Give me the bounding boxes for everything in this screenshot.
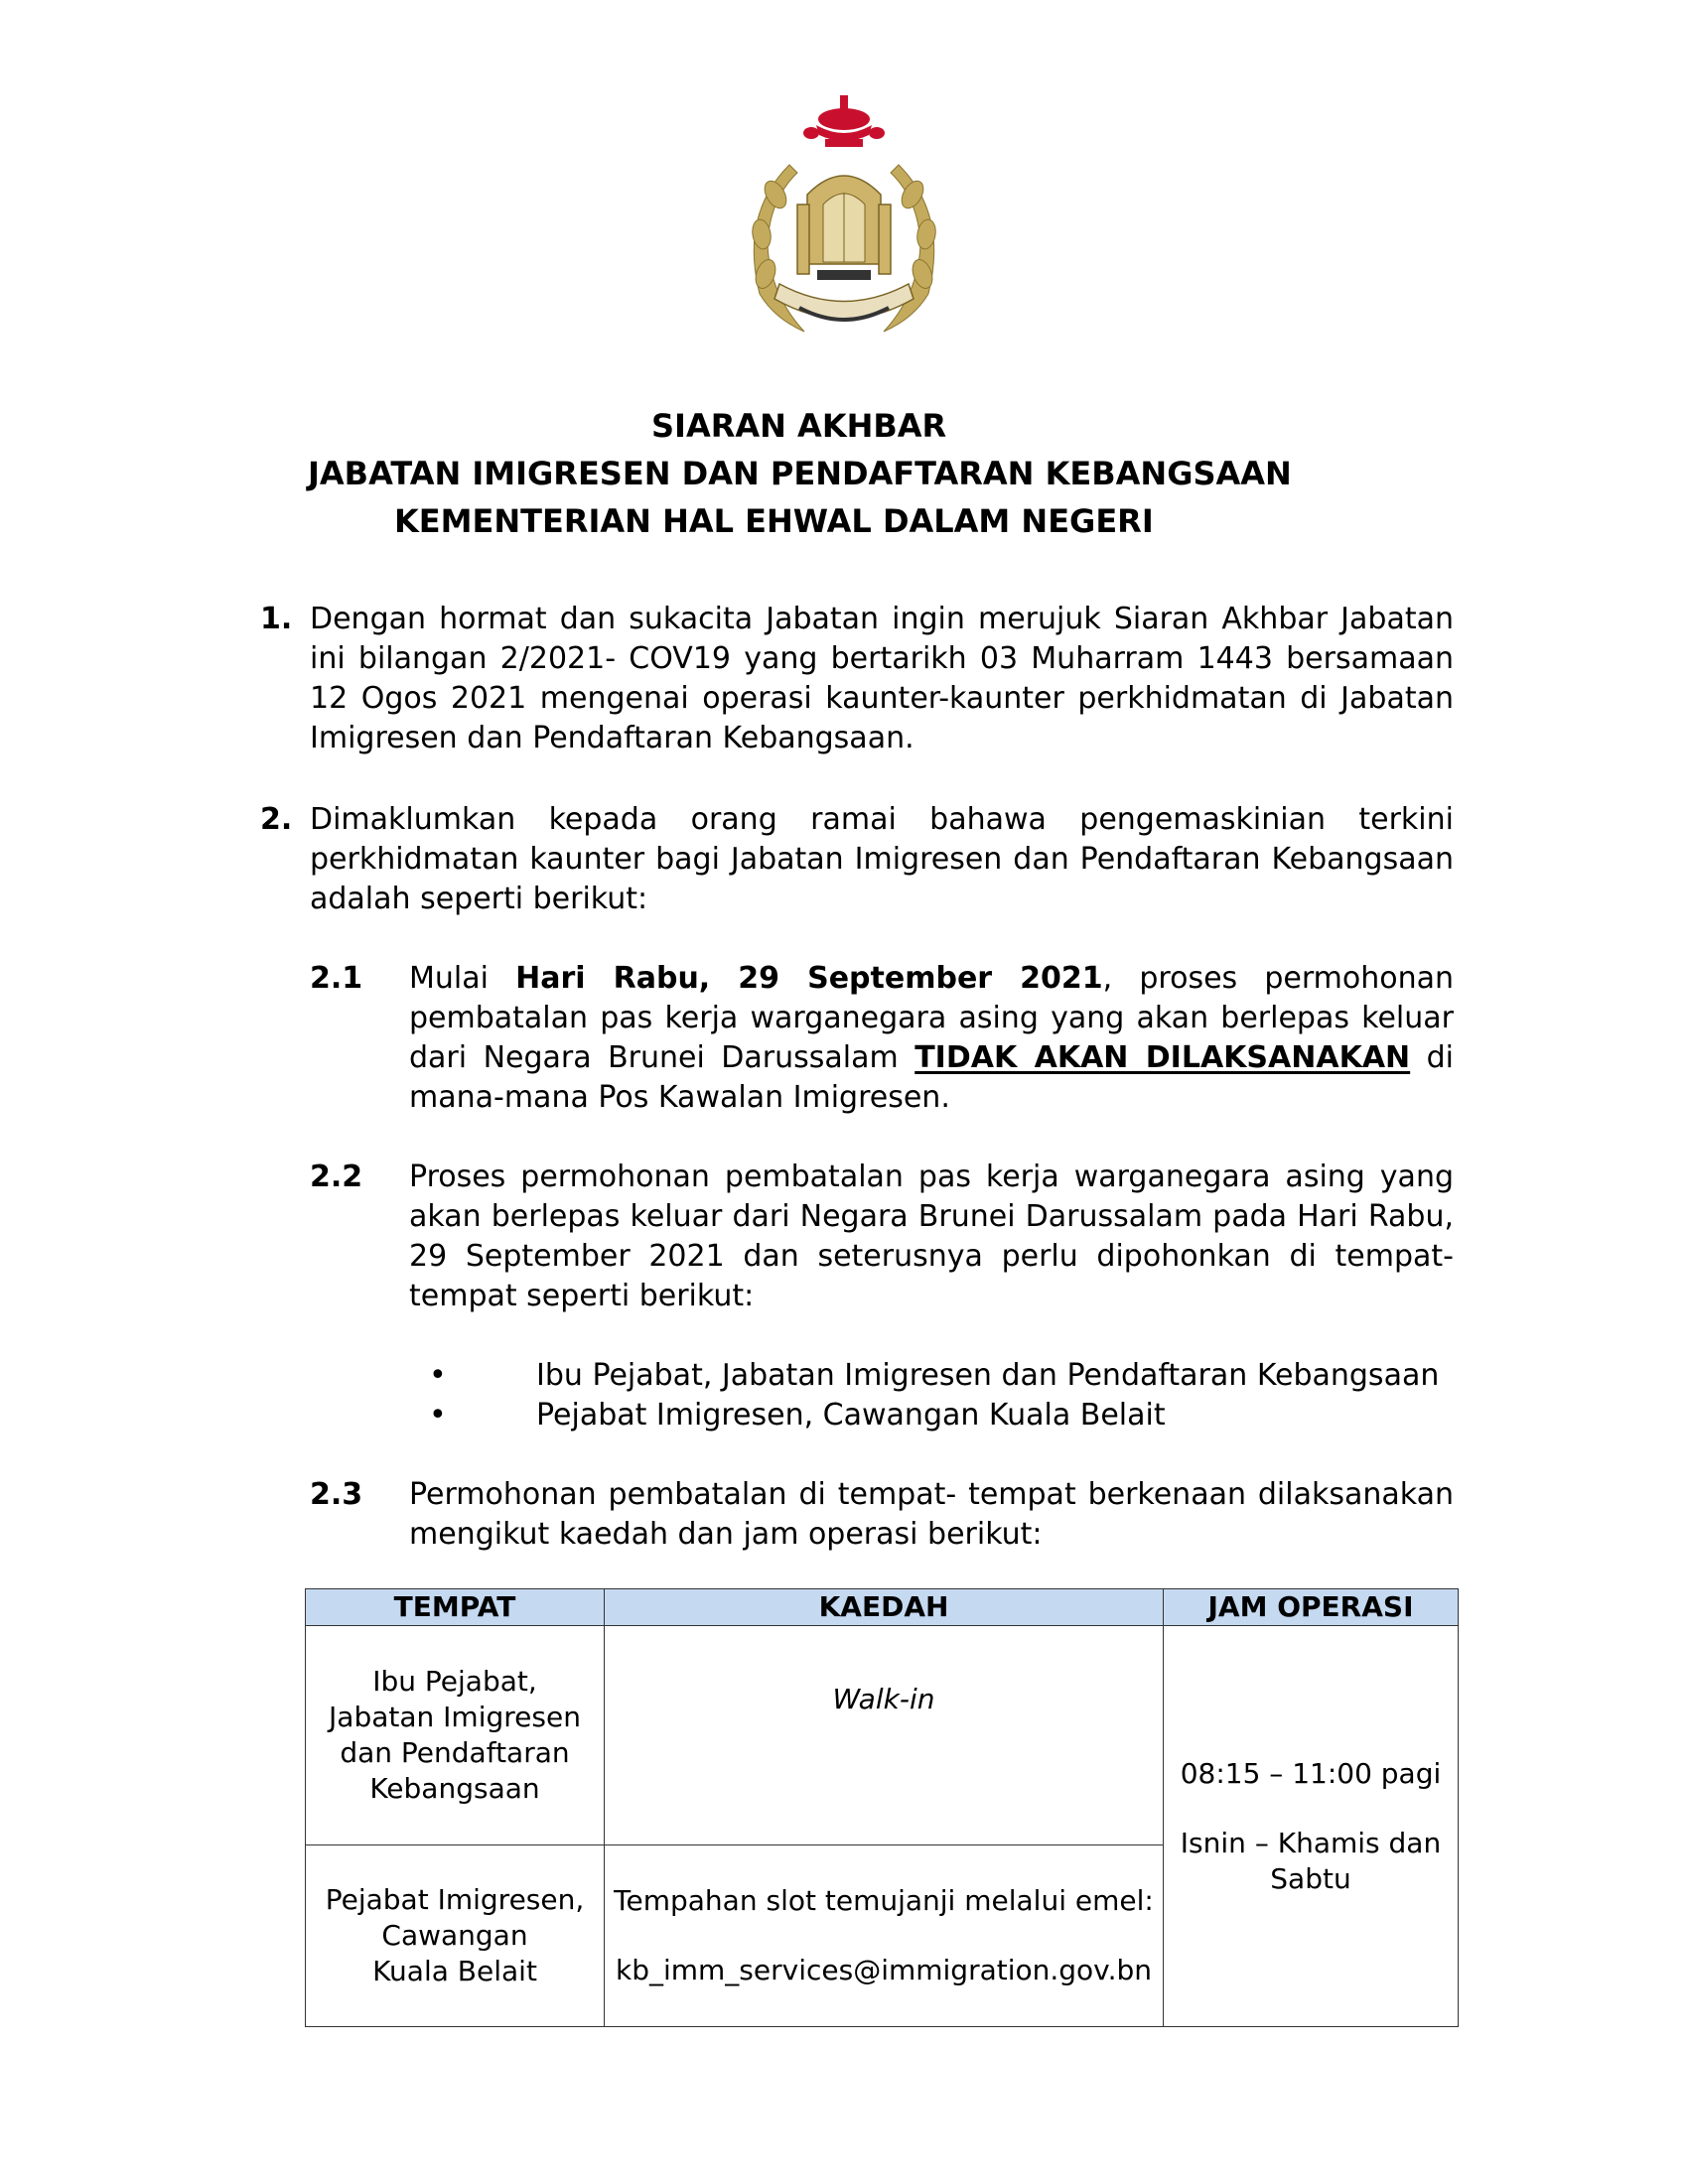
cell-line: Cawangan (381, 1919, 528, 1952)
sub-2-1-pre: Mulai (409, 961, 516, 996)
sub-2-1-mid: , proses permohonan pembatalan pas kerja warganegara asing yang akan berlepas keluar dari Negara Brunei Darussalam (409, 961, 1454, 1075)
para-1-text: Dengan hormat dan sukacita Jabatan ingin merujuk Siaran Akhbar Jabatan ini bilangan 2/2021- COV19 yang bertarikh 03 Muharram 1443 bersamaan 12 Ogos 2021 mengenai operasi kaunter-kaunter perkhidmatan di Jabatan Imigresen dan Pendaftaran Kebangsaan. (310, 602, 1454, 755)
cell-kaedah-email (605, 1845, 1164, 2027)
heading-line-1: SIARAN AKHBAR (651, 407, 947, 445)
operations-table (305, 1588, 1459, 2027)
operating-time: 08:15 – 11:00 pagi (1180, 1756, 1442, 1790)
sub-2-1-date: Hari Rabu, 29 September 2021 (515, 961, 1103, 996)
cell-line: Kuala Belait (372, 1955, 537, 1987)
cell-line: Ibu Pejabat, (372, 1665, 537, 1698)
sub-2-2-number: 2.2 (310, 1160, 363, 1194)
cell-line: dan Pendaftaran (340, 1736, 570, 1769)
booking-instruction: Tempahan slot temujanji melalui emel: (614, 1884, 1154, 1917)
header-kaedah: KAEDAH (605, 1589, 1164, 1626)
cell-line: Pejabat Imigresen, (325, 1883, 585, 1916)
sub-2-3-number: 2.3 (310, 1477, 363, 1512)
heading-line-2: JABATAN IMIGRESEN DAN PENDAFTARAN KEBANGSAAN (308, 455, 1292, 492)
bullet-icon: • (429, 1358, 447, 1393)
para-2-text: Dimaklumkan kepada orang ramai bahawa pengemaskinian terkini perkhidmatan kaunter bagi Jabatan Imigresen dan Pendaftaran Kebangsaan adalah seperti berikut: (310, 802, 1454, 916)
cell-kaedah-walkin (605, 1626, 1164, 1845)
operating-days-line-2: Sabtu (1270, 1861, 1351, 1895)
cell-tempat-ibu-pejabat (306, 1626, 605, 1845)
sub-2-1-post: di mana-mana Pos Kawalan Imigresen. (409, 1040, 1455, 1115)
operating-days-line-1: Isnin – Khamis dan (1180, 1826, 1442, 1859)
cell-jam-operasi (1164, 1626, 1459, 2027)
email-address: kb_imm_services@immigration.gov.bn (615, 1954, 1152, 1986)
sub-2-1-number: 2.1 (310, 961, 363, 996)
cell-line: Kebangsaan (369, 1772, 540, 1805)
table-row (306, 1626, 1459, 1845)
header-jam-operasi: JAM OPERASI (1164, 1589, 1459, 1626)
sub-2-1-emphasis: TIDAK AKAN DILAKSANAKAN (914, 1040, 1411, 1075)
sub-2-3-text: Permohonan pembatalan di tempat- tempat berkenaan dilaksanakan mengikut kaedah dan jam operasi berikut: (409, 1477, 1454, 1552)
walk-in-text: Walk-in (832, 1683, 935, 1715)
sub-2-1-text (409, 959, 1454, 1118)
heading-line-3: KEMENTERIAN HAL EHWAL DALAM NEGERI (394, 502, 1154, 540)
header-tempat: TEMPAT (306, 1589, 605, 1626)
list-item-text: Pejabat Imigresen, Cawangan Kuala Belait (536, 1398, 1166, 1433)
para-2-number: 2. (260, 802, 293, 837)
cell-line: Jabatan Imigresen (329, 1701, 581, 1733)
table-header-row (306, 1589, 1459, 1626)
bullet-icon: • (429, 1398, 447, 1433)
cell-tempat-kuala-belait (306, 1845, 605, 2027)
list-item-text: Ibu Pejabat, Jabatan Imigresen dan Pendaftaran Kebangsaan (536, 1358, 1440, 1393)
para-1-number: 1. (260, 602, 293, 636)
sub-2-2-text: Proses permohonan pembatalan pas kerja warganegara asing yang akan berlepas keluar dari Negara Brunei Darussalam pada Hari Rabu, 29 September 2021 dan seterusnya perlu dipohonkan di tempat-tempat seperti berikut: (409, 1160, 1454, 1313)
state-crest-logo (720, 95, 968, 351)
